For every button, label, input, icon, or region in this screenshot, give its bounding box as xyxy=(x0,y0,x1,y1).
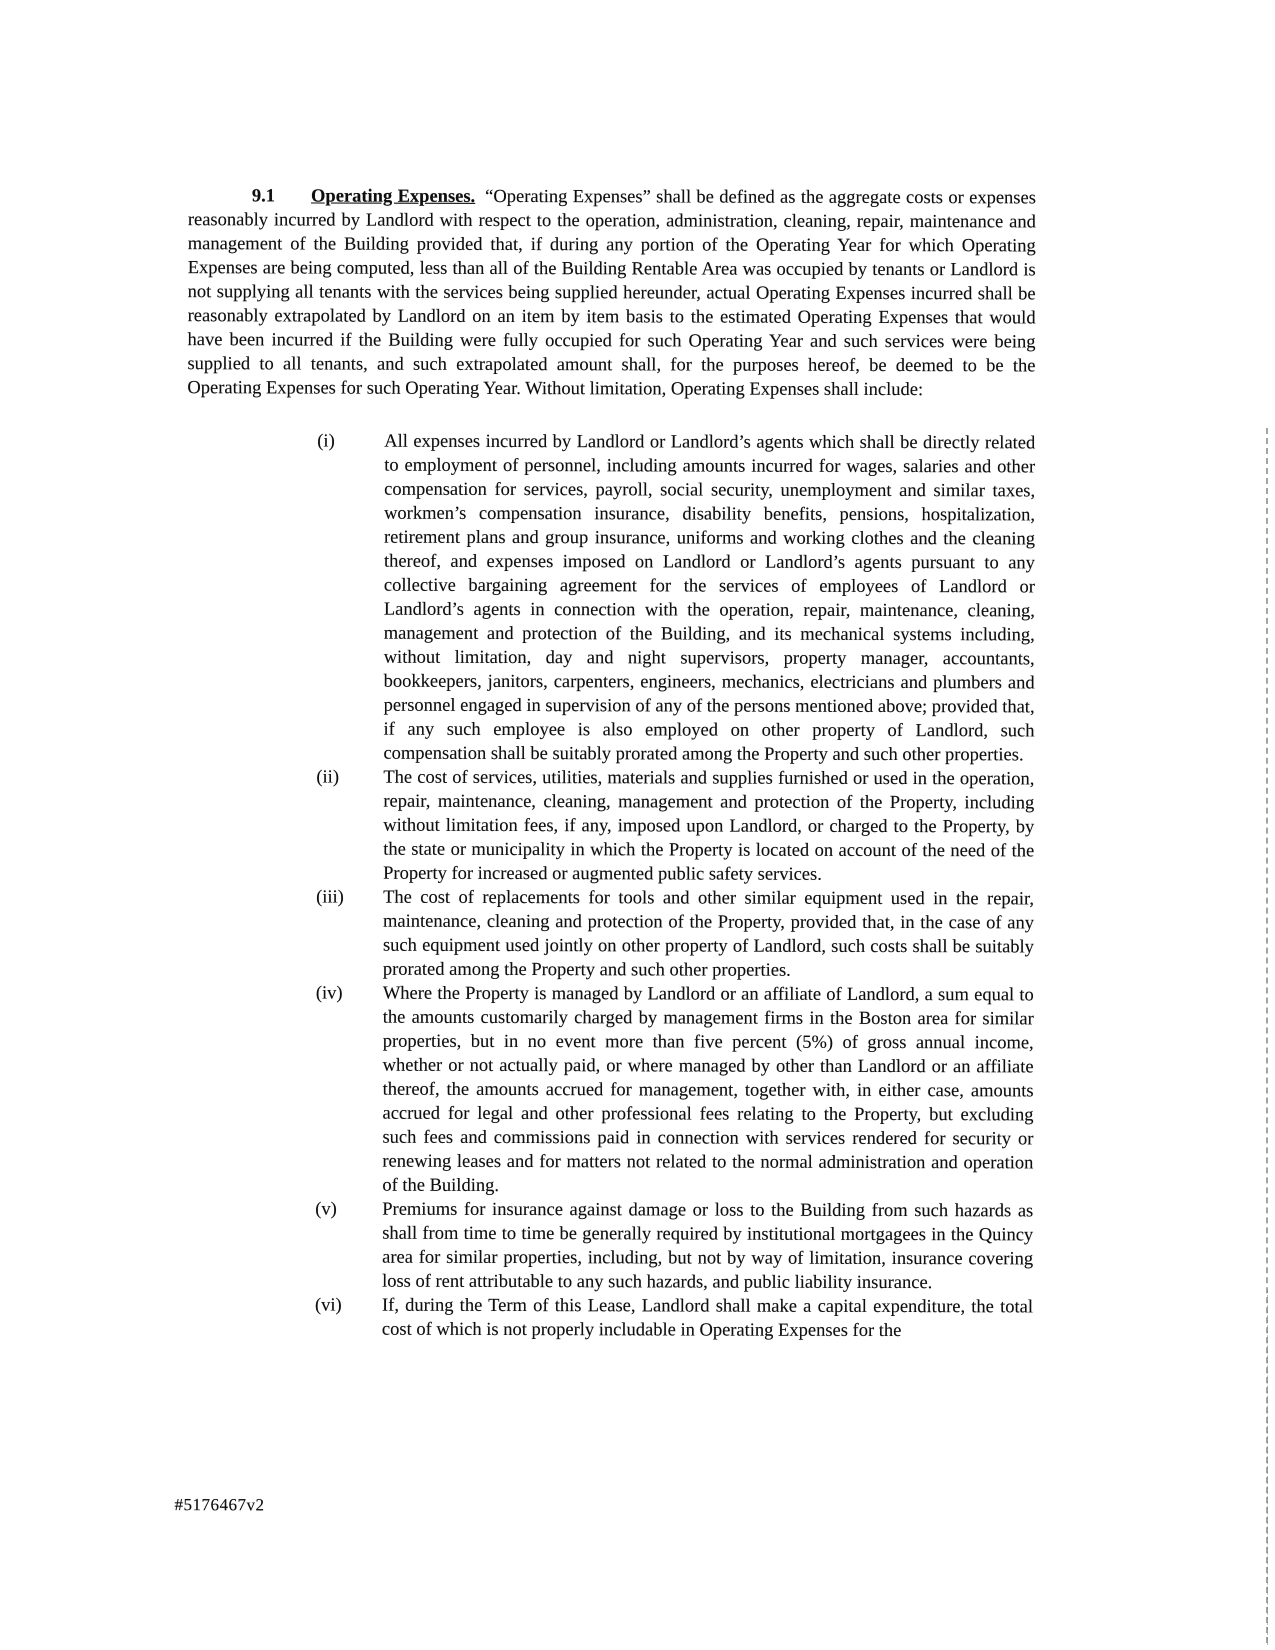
item-label: (ii) xyxy=(316,766,340,788)
text-block xyxy=(185,165,1036,1343)
section-title: Operating Expenses. xyxy=(311,185,476,207)
list-item xyxy=(316,429,1035,767)
item-label: (iii) xyxy=(316,886,344,908)
item-text: The cost of replacements for tools and other similar equipment used in the repair, maintenance, cleaning and protection of the Property, provided that, in the case of any such equipment used jointly on other property of Landlord, such costs shall be suitably prorated among the Property and such other properties. xyxy=(382,887,1035,981)
list-item xyxy=(316,765,1034,887)
section-paragraph xyxy=(187,184,1036,402)
item-text: All expenses incurred by Landlord or Landlord’s agents which shall be directly related to employment of personnel, including amounts incurred for wages, salaries and other compensation for services, payroll, social security, unemployment and similar taxes, workmen’s compensation insurance, disability benefits, pensions, hospitalization, retirement plans and group insurance, uniforms and working clothes and the cleaning thereof, and expenses imposed on Landlord or Landlord’s agents pursuant to any collective bargaining agreement for the services of employees of Landlord or Landlord’s agents in connection with the operation, repair, maintenance, cleaning, management and protection of the Building, and its mechanical systems including, without limitation, day and night supervisors, property manager, accountants, bookkeepers, janitors, carpenters, engineers, mechanics, electricians and plumbers and personnel engaged in supervision of any of the persons mentioned above; provided that, if any such employee is also employed on other property of Landlord, such compensation shall be suitably prorated among the Property and such other properties. xyxy=(383,431,1036,765)
list-item xyxy=(315,981,1034,1199)
section-intro-text: “Operating Expenses” shall be defined as the aggregate costs or expenses reasonably incurred by Landlord with respect to the operation, administration, cleaning, repair, maintenance and management of the Building provided that, if during any portion of the Operating Year for which Operating Expenses are being computed, less than all of the Building Rentable Area was occupied by tenants or Landlord is not supplying all tenants with the services being supplied hereunder, actual Operating Expenses incurred shall be reasonably extrapolated by Landlord on an item by item basis to the estimated Operating Expenses that would have been incurred if the Building were fully occupied for such Operating Year and such services were being supplied to all tenants, and such extrapolated amount shall, for the purposes hereof, be deemed to be the Operating Expenses for such Operating Year. Without limitation, Operating Expenses shall include: xyxy=(187,186,1036,400)
list-item xyxy=(315,1197,1033,1295)
item-text: Where the Property is managed by Landlord or an affiliate of Landlord, a sum equal to the amounts customarily charged by management firms in the Boston area for similar properties, but in no event more than five percent (5%) of gross annual income, whether or not actually paid, or where managed by other than Landlord or an affiliate thereof, the amounts accrued for management, together with, in either case, amounts accrued for legal and other professional fees relating to the Property, but excluding such fees and commissions paid in connection with services rendered for security or renewing leases and for matters not related to the normal administration and operation of the Building. xyxy=(382,983,1034,1196)
document-id-footer: #5176467v2 xyxy=(174,1495,265,1515)
list-item xyxy=(315,1293,1033,1343)
item-text: If, during the Term of this Lease, Landlord shall make a capital expenditure, the total cost of which is not properly includable in Operating Expenses for the xyxy=(381,1295,1034,1341)
item-text: The cost of services, utilities, materials and supplies furnished or used in the operation, repair, maintenance, cleaning, management and protection of the Property, including without limitation fees, if any, imposed upon Landlord, or charged to the Property, by the state or municipality in which the Property is located on account of the need of the Property for increased or augmented public safety services. xyxy=(383,767,1035,885)
section-number: 9.1 xyxy=(251,185,276,206)
item-label: (iv) xyxy=(315,982,343,1004)
numbered-list xyxy=(185,429,1035,1343)
item-text: Premiums for insurance against damage or loss to the Building from such hazards as shall from time to time be generally required by institutional mortgagees in the Quincy area for similar properties, including, but not by way of limitation, insurance covering loss of rent attributable to any such hazards, and public liability insurance. xyxy=(382,1199,1034,1293)
item-label: (v) xyxy=(315,1198,337,1220)
scan-artifact-dashed-line-lower xyxy=(1267,1290,1268,1645)
item-label: (i) xyxy=(317,430,335,452)
list-item xyxy=(316,885,1034,983)
item-label: (vi) xyxy=(314,1294,342,1316)
